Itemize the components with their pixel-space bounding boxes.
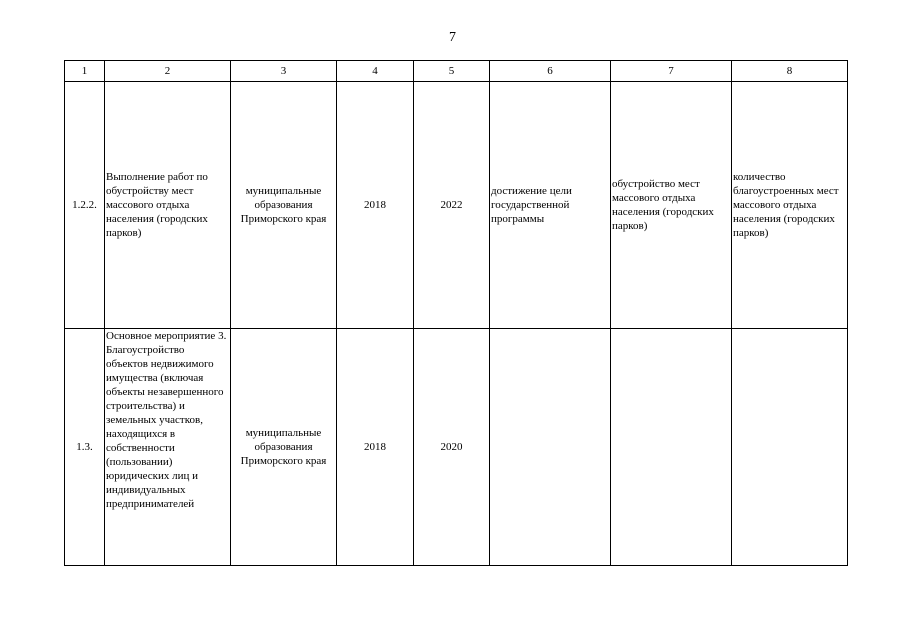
item-number: 1.2.2. bbox=[65, 82, 105, 329]
item-indicator: количество благоустроенных мест массового отдыха населения (городских парков) bbox=[732, 82, 848, 329]
item-result: обустройство мест массового отдыха населения (городских парков) bbox=[611, 82, 732, 329]
table-row bbox=[65, 82, 848, 329]
item-number: 1.3. bbox=[65, 329, 105, 566]
table-row bbox=[65, 329, 848, 566]
column-header: 5 bbox=[414, 61, 490, 82]
item-name: Выполнение работ по обустройству мест массового отдыха населения (городских парков) bbox=[105, 82, 231, 329]
column-header: 7 bbox=[611, 61, 732, 82]
item-end-year: 2020 bbox=[414, 329, 490, 566]
item-name: Основное мероприятие 3. Благоустройство объектов недвижимого имущества (включая объекты незавершенного строительства) и земельных участков, находящихся в собственности (пользовании) юридических лиц и индивидуальных предпринимателей bbox=[105, 329, 231, 566]
item-indicator bbox=[732, 329, 848, 566]
program-measures-table bbox=[64, 60, 848, 566]
item-executor: муниципальные образования Приморского края bbox=[231, 82, 337, 329]
item-goal bbox=[490, 329, 611, 566]
item-result bbox=[611, 329, 732, 566]
item-start-year: 2018 bbox=[337, 329, 414, 566]
page-number: 7 bbox=[449, 30, 456, 45]
item-end-year: 2022 bbox=[414, 82, 490, 329]
column-header: 2 bbox=[105, 61, 231, 82]
item-executor: муниципальные образования Приморского края bbox=[231, 329, 337, 566]
column-header: 1 bbox=[65, 61, 105, 82]
column-header: 4 bbox=[337, 61, 414, 82]
column-number-row bbox=[65, 61, 848, 82]
item-goal: достижение цели государственной программы bbox=[490, 82, 611, 329]
column-header: 3 bbox=[231, 61, 337, 82]
column-header: 8 bbox=[732, 61, 848, 82]
item-start-year: 2018 bbox=[337, 82, 414, 329]
column-header: 6 bbox=[490, 61, 611, 82]
